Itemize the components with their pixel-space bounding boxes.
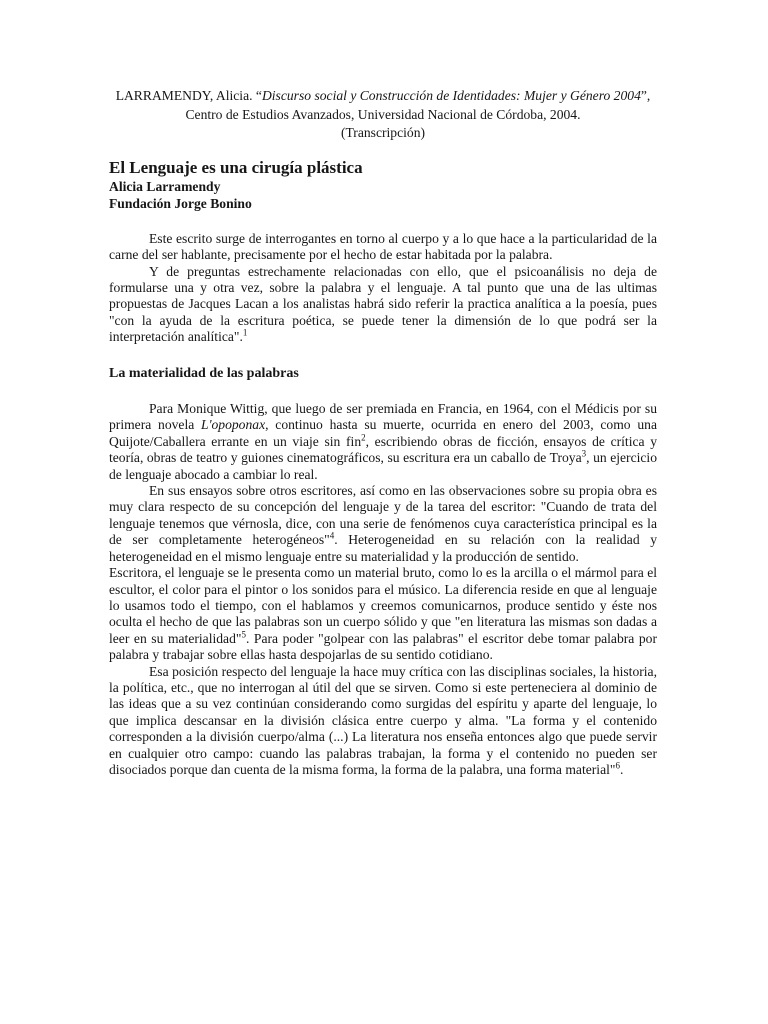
paragraph-3: Para Monique Wittig, que luego de ser premiada en Francia, en 1964, con el Médicis por su primera novela L'opoponax, continuo hasta su muerte, ocurrida en enero del 2003, como una Quijote/Caballera errante en un viaje sin fin$^2$, escribiendo obras de ficción, ensayos de crítica y teoría, obras de teatro y guiones cinematográficos, su escritura era un caballo de Troya$^3$, un ejercicio de lenguaje abocado a cambiar lo real. <box>109 401 657 482</box>
paragraph-6: Esa posición respecto del lenguaje la hace muy crítica con las disciplinas sociales, la historia, la política, etc., que no interrogan al útil del que se sirven. Como si este perteneciera al dominio de las ideas que a su vez continúan considerando como surgidas del espíritu y aparte del lenguaje, lo que implica descansar en la división clásica entre cuerpo y alma. "La forma y el contenido corresponden a la división cuerpo/alma (...) La literatura nos enseña entonces algo que puede servir en cualquier otro campo: cuando las palabras trabajan, la forma y el contenido no pueden ser disociados porque dan cuenta de la misma forma, la forma de la palabra, una forma material"$^6$. <box>109 663 657 777</box>
paragraph-5: Escritora, el lenguaje se le presenta como un material bruto, como lo es la arcilla o el mármol para el escultor, el color para el pintor o los sonidos para el músico. La diferencia reside en que al lenguaje lo usamos todo el tiempo, con el hablamos y creemos comunicarnos, produce sentido y éste nos oculta el hecho de que las palabras son un cuerpo sólido y que "en literatura las mismas son dadas a leer en su materialidad"$^5$. Para poder "golpear con las palabras" el escritor debe tomar palabra por palabra y trabajar sobre ellas hasta despojarlas de su sentido cotidiano. <box>109 565 657 663</box>
paragraph-4: En sus ensayos sobre otros escritores, así como en las observaciones sobre su propia obra es muy clara respecto de su concepción del lenguaje y de la tarea del escritor: "Cuando de trata del lenguaje tenemos que vérnosla, dice, con una serie de fenómenos cuya característica principal es la de ser completamente heterogéneos"$^4$. Heterogeneidad en su relación con la realidad y heterogeneidad en el mismo lenguaje entre su materialidad y la producción de sentido. <box>109 483 657 564</box>
paragraph-2: Y de preguntas estrechamente relacionadas con ello, que el psicoanálisis no deja de formularse una y otra vez, sobre la palabra y el lenguaje. A tal punto que una de las ultimas propuestas de Jacques Lacan a los analistas habrá sido referir la practica analítica a la poesía, pues "con la ayuda de la escritura poética, se puede tener la dimensión de lo que podrá ser la interpretación analítica".$^1$ <box>109 263 657 345</box>
footnote-ref: 6 <box>615 760 620 771</box>
author-name: Alicia Larramendy <box>109 178 221 194</box>
body-text <box>109 231 657 779</box>
transcription-note: (Transcripción) <box>340 125 426 141</box>
author-affiliation: Fundación Jorge Bonino <box>109 196 252 212</box>
section-heading: La materialidad de las palabras <box>109 365 299 381</box>
citation: LARRAMENDY, Alicia. “Discurso social y Construcción de Identidades: Mujer y Género 2004”, Centro de Estudios Avanzados, Universidad Nacional de Córdoba, 2004. <box>115 88 651 122</box>
footnote-ref: 3 <box>581 448 587 459</box>
footnote-ref: 2 <box>361 432 366 443</box>
paragraph-1: Este escrito surge de interrogantes en torno al cuerpo y a lo que hace a la particularidad de la carne del ser hablante, precisamente por el hecho de estar habitada por la palabra. <box>109 230 657 263</box>
document-title: El Lenguaje es una cirugía plástica <box>109 157 363 177</box>
footnote-ref: 1 <box>242 327 248 338</box>
footnote-ref: 5 <box>241 629 246 640</box>
footnote-ref: 4 <box>329 530 335 541</box>
